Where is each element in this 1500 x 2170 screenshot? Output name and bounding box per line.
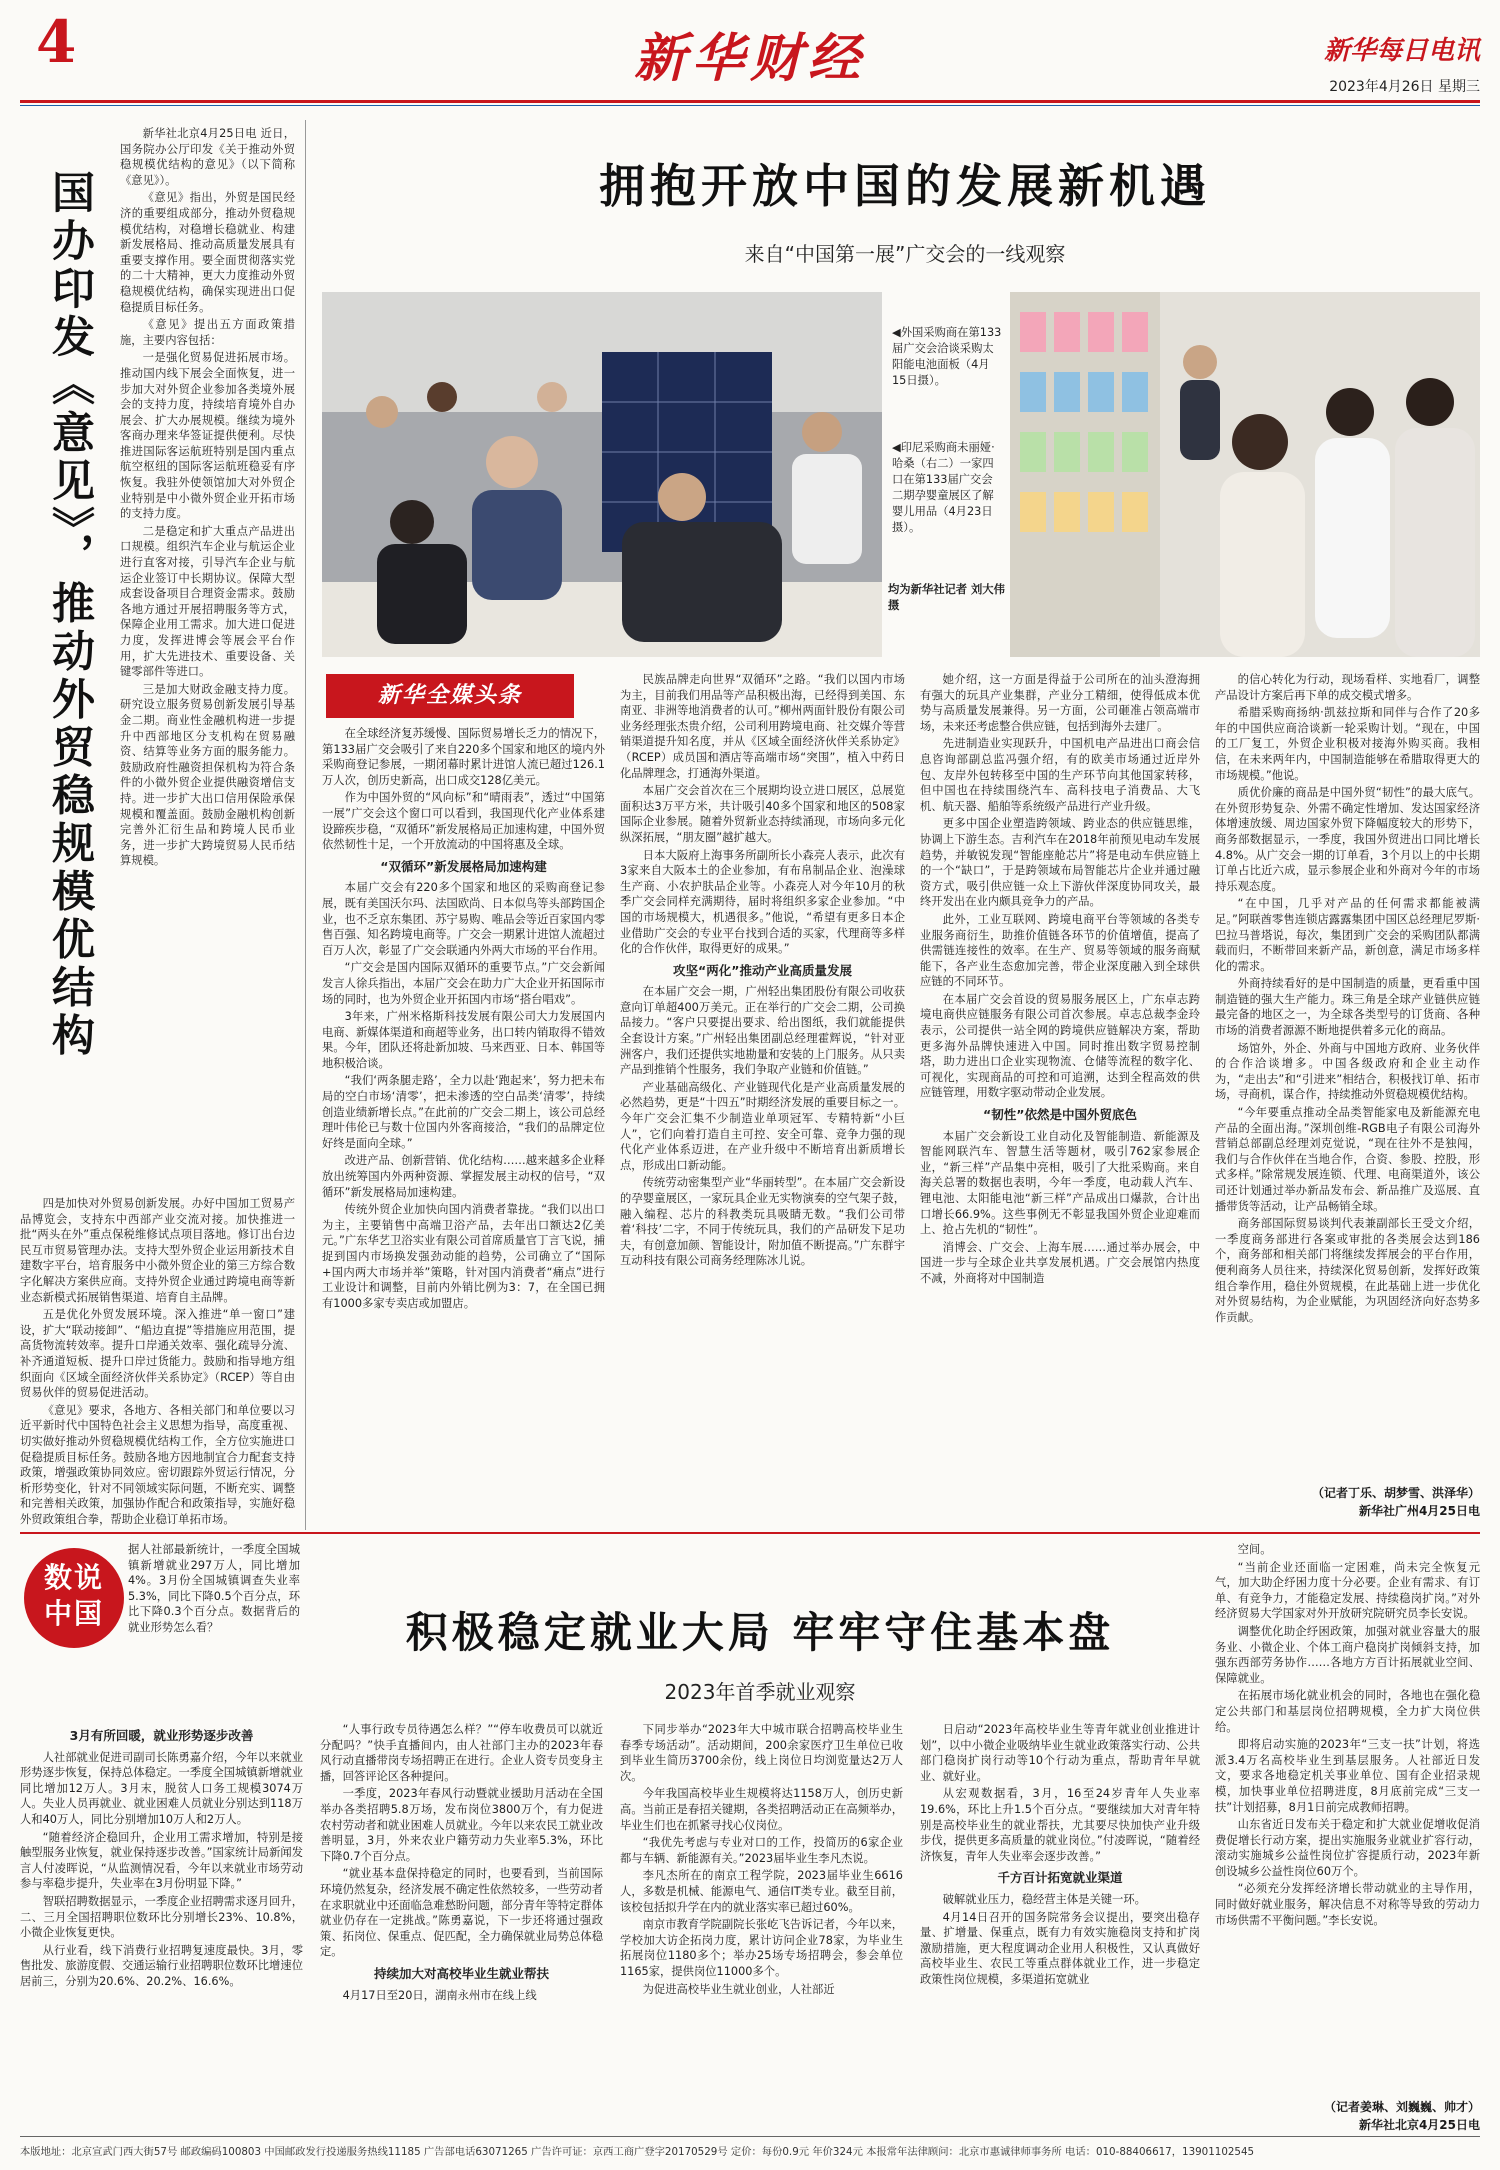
- top-article-col-3: [920, 672, 1200, 1526]
- paragraph: 希腊采购商扬纳·凯兹拉斯和同伴与合作了20多年的中国供应商洽谈新一轮采购计划。“现在，中国的工厂复工，外贸企业积极对接海外购买商。我相信，在未来两年内，中国制造能够在希腊取得更大的市场规模。”他说。: [1215, 706, 1480, 782]
- paragraph: 日启动“2023年高校毕业生等青年就业创业推进计划”，以中小微企业吸纳毕业生就业政策落实行动、公共部门稳岗扩岗行动等10个行动为重点，帮助青年早就业、就好业。: [920, 1723, 1200, 1783]
- footer-imprint: 本版地址：北京宣武门西大街57号 邮政编码100803 中国邮政发行投递服务热线11185 广告部电话63071265 广告许可证：京西工商广登字20170529号 定价：每份0.9元 年价324元 本报常年法律顾问：北京市惠诚律师事务所 电话：010-88406617，13901102545: [20, 2146, 1255, 2158]
- left-article-body-b: [20, 1196, 295, 1526]
- photo-trade-fair-buyers-illustration: [322, 292, 882, 657]
- subheading: “双循环”新发展格局加速构建: [380, 858, 547, 874]
- article-dateline: 新华社广州4月25日电: [1358, 1504, 1480, 1518]
- paragraph: “当前企业还面临一定困难，尚未完全恢复元气，加大助企纾困力度十分必要。企业有需求、有订单、有竞争力，才能稳定发展、持续稳岗扩岗。”对外经济贸易大学国家对外开放研究院研究员李长安说。: [1215, 1560, 1480, 1621]
- issue-date: 2023年4月26日 星期三: [1329, 79, 1480, 95]
- paragraph: 在拓展市场化就业机会的同时，各地也在强化稳定公共部门和基层岗位招聘规模，全力扩大岗位供给。: [1215, 1689, 1480, 1734]
- bottom-byline: （记者姜琳、刘巍巍、帅才）: [1323, 2100, 1480, 2114]
- bottom-col-1: [20, 1722, 303, 2130]
- bottom-dateline: 新华社北京4月25日电: [1358, 2118, 1480, 2132]
- bottom-col-5: [1215, 1542, 1480, 2094]
- paragraph: 《意见》要求，各地方、各相关部门和单位要以习近平新时代中国特色社会主义思想为指导，高度重视、切实做好推动外贸稳规模优结构工作，全方位实施进口促稳提质目标任务。鼓励各地方因地制宜合力配套支持政策，增强政策协同效应。密切跟踪外贸运行情况，分析形势变化，针对不同领域实际问题，不断充实、调整和完善相关政策，加强协作配合和政策指导，实施好稳外贸政策组合拳，帮助企业稳订单拓市场。: [20, 1403, 295, 1526]
- paragraph: 为促进高校毕业生就业创业，人社部近: [642, 1982, 835, 1996]
- paragraph: 4月14日召开的国务院常务会议提出，要突出稳存量、扩增量、保重点，既有力有效实施稳岗支持和扩岗激励措施，更大程度调动企业用人积极性，又认真做好高校毕业生、农民工等重点群体就业工作，进一步稳定政策性岗位规模，多渠道拓宽就业: [920, 1910, 1200, 1986]
- photo-baby-products-illustration: [1010, 292, 1480, 657]
- paragraph: 产业基础高级化、产业链现代化是产业高质量发展的必然趋势，更是“十四五”时期经济发展的重要目标之一。今年广交会汇集不少制造业单项冠军、专精特新“小巨人”，它们向着打造自主可控、安全可靠、竞争力强的现代化产业体系迈进，在产业升级中不断培育出新质增长点，形成出口新动能。: [620, 1080, 905, 1172]
- paragraph: 作为中国外贸的“风向标”和“晴雨表”，透过“中国第一展”广交会这个窗口可以看到，我国现代化产业体系建设蹄疾步稳，“双循环”新发展格局正加速构建，中国外贸依然韧性十足，一个开放流动的中国将惠及全球。: [322, 791, 605, 852]
- paragraph: 日本大阪府上海事务所副所长小森亮人表示，此次有3家来自大阪本土的企业参加，有布帛制品企业、泡澡球生产商、小农护肤品企业等。小森亮人对今年10月的秋季广交会同样充满期待，届时将组织多家企业参加。“中国的市场规模大，机遇很多。”他说，“希望有更多日本企业借助广交会的专业平台找到合适的买家，代理商等多样化的合作伙伴，取得更好的成果。”: [620, 848, 905, 956]
- section-rule: [20, 1532, 1480, 1534]
- paragraph: 外商持续看好的是中国制造的质量，更看重中国制造链的强大生产能力。珠三角是全球产业链供应链最完备的地区之一，为全球各类型号的订货商、各种市场的消费者源源不断地提供着多元化的商品。: [1215, 977, 1480, 1038]
- page-number: 4: [36, 8, 77, 76]
- paragraph: 一季度，2023年春风行动暨就业援助月活动在全国举办各类招聘5.8万场，发布岗位3800万个，有力促进农村劳动者和就业困难人员就业。今年以来农民工就业改善明显，3月，外来农业户籍劳动力失业率5.3%，环比下降0.7个百分点。: [320, 1787, 603, 1863]
- paragraph: “随着经济企稳回升，企业用工需求增加，特别是接触型服务业恢复，就业保持逐步改善。”国家统计局新闻发言人付凌晖说，“从监测情况看，今年以来就业市场劳动参与率稳步提升，失业率在3月份明显下降。”: [20, 1830, 303, 1891]
- paragraph: 传统外贸企业加快向国内消费者靠拢。“我们以出口为主，主要销售中高端卫浴产品，去年出口额达2亿美元。”广东华艺卫浴实业有限公司首席质量官丁言飞说，捕捉到国内市场换发强劲动能的趋势，公司确立了“国际+国内两大市场并举”策略，针对国内消费者“痛点”进行工业设计和调整，目前内外销比例为3：7，在全国已拥有1000多家专卖店或加盟店。: [322, 1203, 605, 1310]
- paragraph: 新华社北京4月25日电 近日，国务院办公厅印发《关于推动外贸稳规模优结构的意见》（以下简称《意见》）。: [120, 127, 295, 187]
- paragraph: 在全球经济复苏缓慢、国际贸易增长乏力的情况下，第133届广交会吸引了来自220多个国家和地区的境内外采购商登记参展，一期闭幕时累计进馆人流已超过126.1万人次，创历史新高，出口成交128亿美元。: [322, 727, 605, 787]
- paragraph: 商务部国际贸易谈判代表兼副部长王受文介绍，一季度商务部进行各案或审批的各类展会达到186个，商务部和相关部门将继续发挥展会的平台作用，便利商务人员往来，持续深化贸易创新，发挥好政策组合拳作用，稳住外贸规模，在此基础上进一步优化对外贸易结构，为企业赋能，为巩固经济向好态势多作贡献。: [1215, 1217, 1480, 1324]
- paragraph: 一是强化贸易促进拓展市场。推动国内线下展会全面恢复，进一步加大对外贸企业参加各类境外展会的支持力度，持续培育境外自办展会、扩大办展规模。继续为境外客商办理来华签证提供便利。尽快推进国际客运航班特别是国内重点航空枢纽的国际客运航班稳妥有序恢复。我驻外使领馆加大对外贸企业特别是中小微外贸企业开拓市场的支持力度。: [120, 351, 295, 521]
- article-byline: （记者丁乐、胡梦雪、洪泽华）: [1311, 1486, 1480, 1500]
- photo-caption-2: ◀印尼采购商未丽娅·哈桑（右二）一家四口在第133届广交会二期孕婴童展区了解婴儿用品（4月23日摄）。: [892, 441, 995, 534]
- paragraph: 调整优化助企纾困政策，加强对就业容量大的服务业、小微企业、个体工商户稳岗扩岗倾斜支持，加强东西部劳务协作……各地方方百计拓展就业空间、保障就业。: [1215, 1624, 1480, 1685]
- paragraph: 二是稳定和扩大重点产品进出口规模。组织汽车企业与航运企业进行直客对接，引导汽车企业与航运企业签订中长期协议。保障大型成套设备项目合理资金需求。鼓励各地方通过开展招聘服务等方式，保障企业用工需求。加大进口促进力度，发挥进博会等展会平台作用，扩大先进技术、重要设备、关键零部件等进口。: [120, 524, 295, 679]
- paragraph: 智联招聘数据显示，一季度企业招聘需求逐月回升，二、三月全国招聘职位数环比分别增长23%、10.8%，小微企业恢复更快。: [20, 1894, 303, 1940]
- paragraph: 传统劳动密集型产业“华丽转型”。在本届广交会新设的孕婴童展区，一家玩具企业无实物演奏的空气架子鼓，融入编程、芯片的科教类玩具吸睛无数。“我们公司带着‘科技’二字，不同于传统玩具，我们的产品研发下足功夫，有创意加颜、智能设计，附加值不断提高。”广东群宇互动科技有限公司商务经理陈冰儿说。: [620, 1176, 905, 1268]
- paragraph: 质优价廉的商品是中国外贸“韧性”的最大底气。在外贸形势复杂、外需不确定性增加、发达国家经济体增速放缓、周边国家外贸下降幅度较大的形势下，商务部数据显示，一季度，我国外贸进出口同比增长4.8%。从广交会一期的订单看，3个月以上的中长期订单占比近六成，显示参展企业和外商对今年的市场持乐观态度。: [1215, 786, 1480, 893]
- subheading: 持续加大对高校毕业生就业帮扶: [373, 1965, 549, 1981]
- subheading: 攻坚“两化”推动产业高质量发展: [673, 962, 852, 978]
- paragraph: “我优先考虑与专业对口的工作，投简历的6家企业都与车辆、新能源有关。”2023届毕业生李凡杰说。: [620, 1836, 903, 1865]
- paragraph: “在中国，几乎对产品的任何需求都能被满足。”阿联酋零售连锁店露露集团中国区总经理尼罗斯·巴拉马普塔说，每次，集团到广交会的采购团队都满载而归，不断带回来新产品，新创意，满足市场多样化的需求。: [1215, 897, 1480, 973]
- paragraph: 南京市教育学院副院长张屹飞告诉记者，今年以来，学校加大访企拓岗力度，累计访问企业78家，为毕业生拓展岗位1180多个；举办25场专场招聘会，参会单位1165家，提供岗位11000多个。: [620, 1918, 903, 1978]
- paragraph: “就业基本盘保持稳定的同时，也要看到，当前国际环境仍然复杂，经济发展不确定性依然较多，一些劳动者在求职就业中还面临急难愁盼问题，部分青年等特定群体就业仍存在一定挑战。”陈勇嘉说，下一步还将通过强政策、拓岗位、保重点、促匹配，全力确保就业局势总体稳定。: [320, 1867, 603, 1959]
- data-china-logo: 数说中国: [24, 1548, 124, 1648]
- photo-trade-fair-buyers: [322, 292, 882, 657]
- photo-credit: 均为新华社记者 刘大伟摄: [888, 583, 1005, 612]
- paragraph: 更多中国企业塑造跨领域、跨业态的供应链思维，协调上下游生态。吉利汽车在2018年前预见电动车发展趋势，并敏锐发现“智能座舱芯片”将是电动车供应链上的一个“缺口”，于是跨领域布局智能芯片企业并通过融资方式，吸引供应链一众上下游伙伴深度协同攻关，最终开发出在业内颇具竞争力的产品。: [920, 817, 1200, 909]
- paragraph: 从行业看，线下消费行业招聘复速度最快。3月，零售批发、旅游度假、交通运输行业招聘职位数环比增速位居前三，分别为20.6%、20.2%、16.6%。: [20, 1943, 303, 1988]
- paragraph: 4月17日至20日，湖南永州市在线上线: [342, 1988, 537, 2002]
- paragraph: 3年来，广州米格斯科技发展有限公司大力发展国内电商、新媒体渠道和商超等业务，出口转内销取得不错效果。今年，团队还将赴新加坡、马来西亚、日本、韩国等地积极洽谈。: [322, 1010, 605, 1070]
- paragraph: “我们‘两条腿走路’，全力以赴‘跑起来’，努力把未布局的空白市场‘清零’，把未渗透的空白品类‘清零’，持续创造业绩新增长点。”在此前的广交会二期上，该公司总经理叶伟伦已与数十位国内外客商接洽，“我们的品牌定位好终是面向全球。”: [322, 1074, 605, 1150]
- photo-baby-products-zone: [1010, 292, 1480, 657]
- paragraph: 此外，工业互联网、跨境电商平台等领域的各类专业服务商衍生，助推价值链各环节的价值增值，提高了供需链连接性的效率。在生产、贸易等领域的服务商赋能下，各产业生态愈加完善，带企业深度融入到全球供应链的不同环节。: [920, 912, 1200, 989]
- paragraph: 下同步举办“2023年大中城市联合招聘高校毕业生春季专场活动”。活动期间，200余家医疗卫生单位已收到毕业生简历3700余份，线上岗位日均浏览量达2万人次。: [620, 1723, 903, 1783]
- paragraph: 《意见》指出，外贸是国民经济的重要组成部分，推动外贸稳规模优结构，对稳增长稳就业、构建新发展格局、推动高质量发展具有重要支撑作用。要全面贯彻落实党的二十大精神，更大力度推动外贸稳规模优结构，确保实现进出口促稳提质目标任务。: [120, 191, 295, 314]
- brand-logo: 新华每日电讯: [1323, 36, 1480, 66]
- paragraph: 本届广交会有220多个国家和地区的采购商登记参展，既有美国沃尔玛、法国欧尚、日本似鸟等头部跨国企业，也不乏京东集团、苏宁易购、唯品会等近百家国内零售百强、知名跨境电商等。广交会一期累计进馆人流超过百万人次，彰显了广交会联通内外两大市场的平台作用。: [322, 881, 605, 957]
- top-article-title: 拥抱开放中国的发展新机遇: [599, 159, 1211, 213]
- paragraph: “今年要重点推动全品类智能家电及新能源充电产品的全面出海。”深圳创维-RGB电子有限公司海外营销总部副总经理刘克觉说，“现在往外不是独闯，我们与合作伙伴在当地合作，合资、参股、控股，形式多样。”除常规发展连锁、代理、电商渠道外，该公司还计划通过举办新品发布会、新品推广及巡展、直播带货等活动，让产品畅销全球。: [1215, 1106, 1480, 1213]
- paragraph: 今年我国高校毕业生规模将达1158万人，创历史新高。当前正是春招关键期，各类招聘活动正在高频举办，毕业生们也在抓紧寻找心仪岗位。: [620, 1787, 903, 1832]
- bottom-col-3: [620, 1722, 903, 2130]
- header-rule: [20, 100, 1480, 103]
- bottom-title: 积极稳定就业大局 牢牢守住基本盘: [405, 1608, 1115, 1657]
- paragraph: 改进产品、创新营销、优化结构……越来越多企业释放出统筹国内外两种资源、掌握发展主动权的信号，“双循环”新发展格局加速构建。: [322, 1154, 605, 1199]
- paragraph: 即将启动实施的2023年“三支一扶”计划，将选派3.4万名高校毕业生到基层服务。人社部近日发文，要求各地稳定机关事业单位、国有企业招录规模，加快事业单位招聘进度，8月底前完成“三支一扶”计划招募，8月1日前完成教师招聘。: [1215, 1738, 1480, 1814]
- bottom-lead: 据人社部最新统计，一季度全国城镇新增就业297万人，同比增加4%。3月份全国城镇调查失业率5.3%，同比下降0.5个百分点，环比下降0.3个百分点。数据背后的就业形势怎么看？: [128, 1543, 300, 1634]
- photo-caption-1: ◀外国采购商在第133届广交会洽谈采购太阳能电池面板（4月15日摄）。: [892, 326, 1002, 387]
- paragraph: 先进制造业实现跃升，中国机电产品进出口商会信息咨询部副总监冯强介绍，有的欧美市场通过近岸外包、友岸外包转移至中国的生产环节向其他国家转移，但中国也在持续围绕汽车、高科技电子消费品、大飞机、航天器、船舶等系统级产品进行产业升级。: [920, 737, 1200, 813]
- paragraph: 从宏观数据看，3月，16至24岁青年人失业率19.6%，环比上升1.5个百分点。“要继续加大对青年特别是高校毕业生的就业帮扶，尤其要尽快加快产业升级步伐，提供更多高质量的就业岗位。”付凌晖说，“随着经济恢复，青年人失业率会逐步改善。”: [920, 1787, 1200, 1863]
- paragraph: 四是加快对外贸易创新发展。办好中国加工贸易产品博览会，支持东中西部产业交流对接。加快推进一批“两头在外”重点保税维修试点项目落地。修订出台边民互市贸易管理办法。支持大型外贸企业运用新技术自建数字平台，培育服务中小微外贸企业的第三方综合数字化解决方案供应商。支持外贸企业通过跨境电商等新业态新模式拓展销售渠道、培育自主品牌。: [20, 1197, 295, 1304]
- paragraph: 本届广交会新设工业自动化及智能制造、新能源及智能网联汽车、智慧生活等题材，吸引762家参展企业，“新三样”产品集中亮相，吸引了大批采购商。来自海关总署的数据也表明，今年一季度，电动载人汽车、锂电池、太阳能电池“新三样”产品成出口爆款，合计出口增长66.9%。这些事例无不彰显我国外贸企业迎难而上、抢占先机的“韧性”。: [920, 1129, 1200, 1237]
- paragraph: “广交会是国内国际双循环的重要节点。”广交会新闻发言人徐兵指出，本届广交会在助力广大企业开拓国际市场的同时，也为外贸企业开拓国内市场“搭台唱戏”。: [322, 961, 605, 1006]
- column-divider: [305, 120, 306, 1530]
- paragraph: 在本届广交会首设的贸易服务展区上，广东卓志跨境电商供应链服务有限公司首次参展。卓志总裁李金玲表示，公司提供一站全网的跨境供应链解决方案，帮助更多海外品牌快速进入中国。同时推出数字贸易控制塔，助力进出口企业实现物流、仓储等流程的数字化、可视化，实现商品的可控和可追溯，达到全程高效的供应链管理，用数字驱动带动企业发展。: [920, 992, 1200, 1100]
- top-article-subtitle: 来自“中国第一展”广交会的一线观察: [744, 242, 1066, 266]
- bottom-col-2: [320, 1722, 603, 2130]
- left-article-title: 国办印发《意见》，推动外贸稳规模优结构: [45, 170, 95, 1061]
- headline-badge: 新华全媒头条: [326, 674, 574, 718]
- paragraph: 人社部就业促进司副司长陈勇嘉介绍，今年以来就业形势逐步恢复，保持总体稳定。一季度全国城镇新增就业同比增加12万人。3月末，脱贫人口务工规模3074万人。失业人员再就业、就业困难人员就业分别达到118万人和40万人，同比分别增加10万人和2万人。: [20, 1750, 303, 1826]
- paragraph: 消博会、广交会、上海车展……通过举办展会，中国进一步与全球企业共享发展机遇。广交会展馆内热度不减，外商将对中国制造: [920, 1240, 1200, 1285]
- top-article-col-1: [322, 726, 605, 1526]
- paragraph: “必须充分发挥经济增长带动就业的主导作用，同时做好就业服务，解决信息不对称等导致的劳动力市场供需不平衡问题。”李长安说。: [1215, 1882, 1480, 1927]
- paragraph: 的信心转化为行动，现场看样、实地看厂，调整产品设计方案后再下单的成交模式增多。: [1215, 673, 1480, 702]
- bottom-subtitle: 2023年首季就业观察: [664, 1680, 856, 1704]
- paragraph: 民族品牌走向世界“双循环”之路。“我们以国内市场为主，目前我们用品等产品积极出海，已经得到美国、东南亚、非洲等地消费者的认可。”柳州两面针股份有限公司业务经理张杰贵介绍，公司利用跨境电商、社交媒介等营销渠道提升知名度，并从《区域全面经济伙伴关系协定》（RCEP）成员国和酒店等高端市场“突围”，植入中药日化品牌理念，打通海外渠道。: [620, 673, 905, 780]
- footer-rule: [20, 2136, 1480, 2137]
- subheading: “韧性”依然是中国外贸底色: [983, 1107, 1137, 1123]
- paragraph: 她介绍，这一方面是得益于公司所在的汕头澄海拥有强大的玩具产业集群，产业分工精细，使得低成本优势与高质量发展兼得。另一方面，公司砸准占领高端市场，未来还考虑整合供应链，包括到海外去建厂。: [920, 673, 1200, 733]
- paragraph: 破解就业压力，稳经营主体是关键一环。: [942, 1892, 1146, 1906]
- paragraph: 三是加大财政金融支持力度。研究设立服务贸易创新发展引导基金二期。商业性金融机构进一步提升中西部地区分支机构在贸易融资、结算等业务方面的服务能力。鼓励政府性融资担保机构为符合条件的小微外贸企业提供融资增信支持。进一步扩大出口信用保险承保规模和覆盖面。鼓励金融机构创新完善外汇衍生品和跨境人民币业务，进一步扩大跨境贸易人民币结算规模。: [120, 682, 295, 868]
- paragraph: 空间。: [1237, 1543, 1272, 1556]
- paragraph: 五是优化外贸发展环境。深入推进“单一窗口”建设，扩大“联动接卸”、“船边直提”等措施应用范围，提高货物流转效率。提升口岸通关效率、强化疏导分流、补齐通道短板、提升口岸过货能力。鼓励和指导地方组织面向《区域全面经济伙伴关系协定》（RCEP）等自由贸易伙伴的贸易促进活动。: [20, 1308, 295, 1400]
- section-title: 新华财经: [633, 28, 866, 89]
- subheading: 3月有所回暖，就业形势逐步改善: [69, 1728, 254, 1743]
- subheading: 千方百计拓宽就业渠道: [997, 1870, 1123, 1886]
- paragraph: 场馆外，外企、外商与中国地方政府、业务伙伴的合作洽谈增多。中国各级政府和企业主动作为，“走出去”和“引进来”相结合，积极找订单、拓市场，寻商机，谋合作，持续推动外贸稳规模优结构。: [1215, 1041, 1480, 1102]
- bottom-col-4: [920, 1722, 1200, 2130]
- paragraph: 李凡杰所在的南京工程学院，2023届毕业生6616人，多数是机械、能源电气、通信IT类专业。截至目前，该校包括拟升学在内的就业落实率已超过60%。: [620, 1869, 903, 1914]
- paragraph: 本届广交会首次在三个展期均设立进口展区，总展览面积达3万平方米，共计吸引40多个国家和地区的508家国际企业参展。随着外贸新业态持续涌现，市场向多元化纵深拓展，“朋友圈”越扩越大。: [620, 784, 905, 844]
- paragraph: 山东省近日发布关于稳定和扩大就业促增收促消费促增长行动方案，提出实施服务业就业扩容行动，滚动实施城乡公益性岗位扩容提质行动，2023年新创设城乡公益性岗位60万个。: [1215, 1818, 1480, 1878]
- top-article-col-4: [1215, 672, 1480, 1480]
- header-rule-blue: [20, 105, 1480, 106]
- paragraph: 《意见》提出五方面政策措施，主要内容包括：: [120, 318, 295, 347]
- top-article-col-2: [620, 672, 905, 1526]
- paragraph: 在本届广交会一期，广州轻出集团股份有限公司收获意向订单超400万美元。正在举行的广交会二期，公司换品接力。“客户只要提出要求、给出图纸，我们就能提供全套设计方案。”广州轻出集团副总经理霍辉说，“针对亚洲客户，我们还提供实地勘量和安装的上门服务。从只卖产品到推销个性服务，我们争取产业链和价值链。”: [620, 985, 905, 1077]
- paragraph: “人事行政专员待遇怎么样？”“停车收费员可以就近分配吗？”快手直播间内，由人社部门主办的2023年春风行动直播带岗专场招聘正在进行。企业人资专员变身主播，回答评论区各种提问。: [320, 1723, 603, 1783]
- left-article-body-a: [120, 126, 295, 1192]
